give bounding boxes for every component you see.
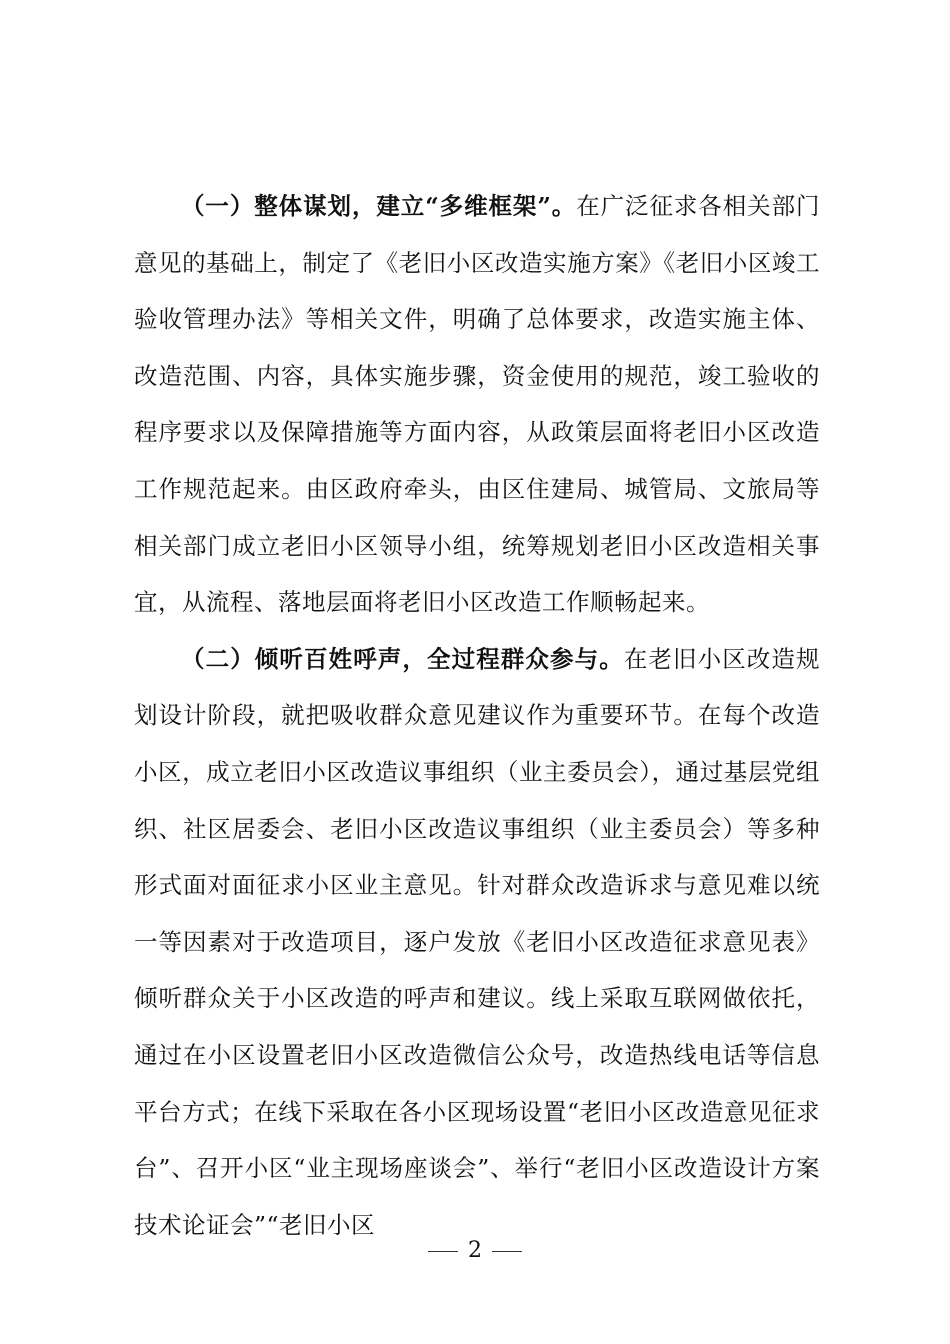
- paragraph-2-text: 在老旧小区改造规划设计阶段，就把吸收群众意见建议作为重要环节。在每个改造小区，成立老旧小区改造议事组织（业主委员会），通过基层党组织、社区居委会、老旧小区改造议事组织（业主委员会）等多种形式面对面征求小区业主意见。针对群众改造诉求与意见难以统一等因素对于改造项目，逐户发放《老旧小区改造征求意见表》倾听群众关于小区改造的呼声和建议。线上采取互联网做依托，通过在小区设置老旧小区改造微信公众号，改造热线电话等信息平台方式；在线下采取在各小区现场设置“老旧小区改造意见征求台”、召开小区“业主现场座谈会”、举行“老旧小区改造设计方案技术论证会”“老旧小区: [134, 644, 821, 1239]
- paragraph-2-heading: （二）倾听百姓呼声，全过程群众参与。: [181, 644, 624, 673]
- page-number-right-dash: [492, 1251, 522, 1252]
- paragraph-2: [134, 631, 820, 1254]
- page-number: 2: [468, 1238, 482, 1263]
- document-body: [134, 178, 820, 1253]
- paragraph-1-text: 在广泛征求各相关部门意见的基础上，制定了《老旧小区改造实施方案》《老旧小区竣工验收管理办法》等相关文件，明确了总体要求，改造实施主体、改造范围、内容，具体实施步骤，资金使用的规范，竣工验收的程序要求以及保障措施等方面内容，从政策层面将老旧小区改造工作规范起来。由区政府牵头，由区住建局、城管局、文旅局等相关部门成立老旧小区领导小组，统筹规划老旧小区改造相关事宜，从流程、落地层面将老旧小区改造工作顺畅起来。: [134, 192, 820, 617]
- page-number-footer: [0, 1238, 950, 1263]
- page-number-left-dash: [428, 1251, 458, 1252]
- paragraph-1: [134, 178, 820, 631]
- paragraph-1-heading: （一）整体谋划，建立“多维框架”。: [181, 192, 577, 220]
